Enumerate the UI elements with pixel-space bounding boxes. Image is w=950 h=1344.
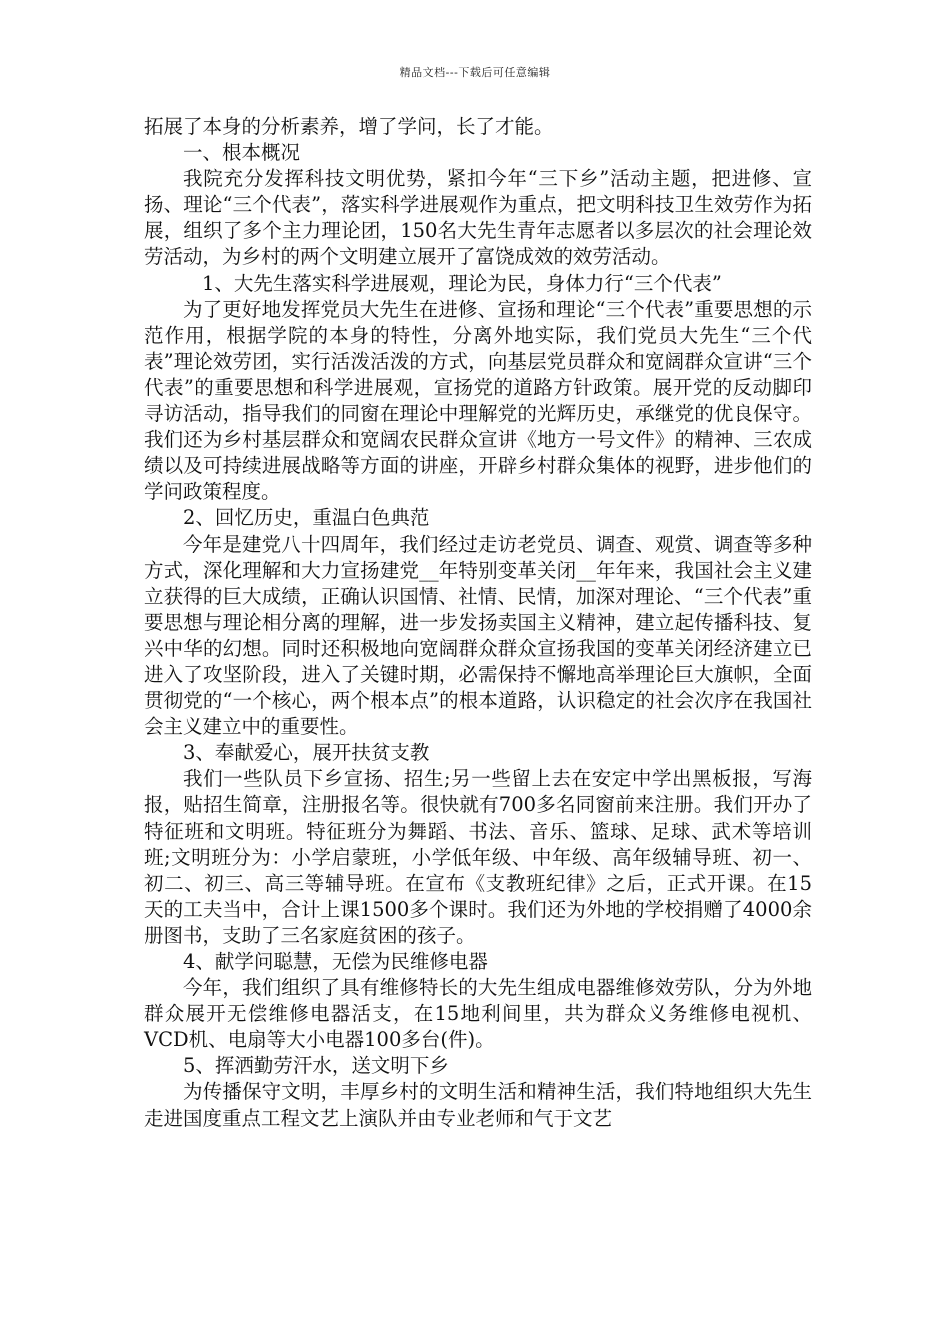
page-header: 精品文档---下载后可任意编辑 — [399, 66, 551, 79]
paragraph: 为传播保守文明，丰厚乡村的文明生活和精神生活，我们特地组织大先生走进国度重点工程文艺上演队并由专业老师和气于文艺 — [144, 1080, 812, 1130]
paragraph: 为了更好地发挥党员大先生在进修、宣扬和理论“三个代表”重要思想的示范作用，根据学院的本身的特性，分离外地实际，我们党员大先生“三个代表”理论效劳团，实行活泼活泼的方式，向基层党员群众和宽阔群众宣讲“三个代表”的重要思想和科学进展观，宣扬党的道路方针政策。展开党的反动脚印寻访活动，指导我们的同窗在理论中理解党的光辉历史，承继党的优良保守。我们还为乡村基层群众和宽阔农民群众宣讲《地方一号文件》的精神、三农成绩以及可持续进展战略等方面的讲座，开辟乡村群众集体的视野，进步他们的学问政策程度。 — [144, 297, 812, 504]
section-heading: 4、献学问聪慧，无偿为民维修电器 — [183, 950, 488, 973]
section-heading: 2、回忆历史，重温白色典范 — [183, 506, 430, 530]
paragraph: 我院充分发挥科技文明优势，紧扣今年“三下乡”活动主题，把进修、宣扬、理论“三个代表”，落实科学进展观作为重点，把文明科技卫生效劳作为拓展，组织了多个主力理论团，150名大先生青年志愿者以多层次的社会理论效劳活动，为乡村的两个文明建立展开了富饶成效的效劳活动。 — [144, 167, 812, 269]
paragraph: 我们一些队员下乡宣扬、招生;另一些留上去在安定中学出黑板报，写海报，贴招生简章，注册报名等。很快就有700多名同窗前来注册。我们开办了特征班和文明班。特征班分为舞蹈、书法、音乐、篮球、足球、武术等培训班;文明班分为：小学启蒙班，小学低年级、中年级、高年级辅导班、初一、初二、初三、高三等辅导班。在宣布《支教班纪律》之后，正式开课。在15天的工夫当中，合计上课1500多个课时。我们还为外地的学校捐赠了4000余册图书，支助了三名家庭贫困的孩子。 — [144, 767, 812, 947]
paragraph: 今年，我们组织了具有维修特长的大先生组成电器维修效劳队，分为外地群众展开无偿维修电器活支，在15地利间里，共为群众义务维修电视机、VCD机、电扇等大小电器100多台(件)。 — [144, 976, 812, 1052]
paragraph: 拓展了本身的分析素养，增了学问，长了才能。 — [144, 115, 554, 138]
section-heading: 一、根本概况 — [183, 141, 301, 165]
section-heading: 3、奉献爱心，展开扶贫支教 — [183, 741, 430, 765]
section-heading: 5、挥洒勤劳汗水，送文明下乡 — [183, 1054, 449, 1078]
section-heading: 1、大先生落实科学进展观，理论为民，身体力行“三个代表” — [202, 271, 722, 295]
document-body — [144, 114, 812, 1132]
paragraph: 今年是建党八十四周年，我们经过走访老党员、调查、观赏、调查等多种方式，深化理解和大力宣扬建党__年特别变革关闭__年年来，我国社会主义建立获得的巨大成绩，正确认识国情、社情、民情，加深对理论、“三个代表”重要思想与理论相分离的理解，进一步发扬卖国主义精神，建立起传播科技、复兴中华的幻想。同时还积极地向宽阔群众群众宣扬我国的变革关闭经济建立已进入了攻坚阶段，进入了关键时期，必需保持不懈地高举理论巨大旗帜，全面贯彻党的“一个核心，两个根本点”的根本道路，认识稳定的社会次序在我国社会主义建立中的重要性。 — [144, 532, 812, 739]
